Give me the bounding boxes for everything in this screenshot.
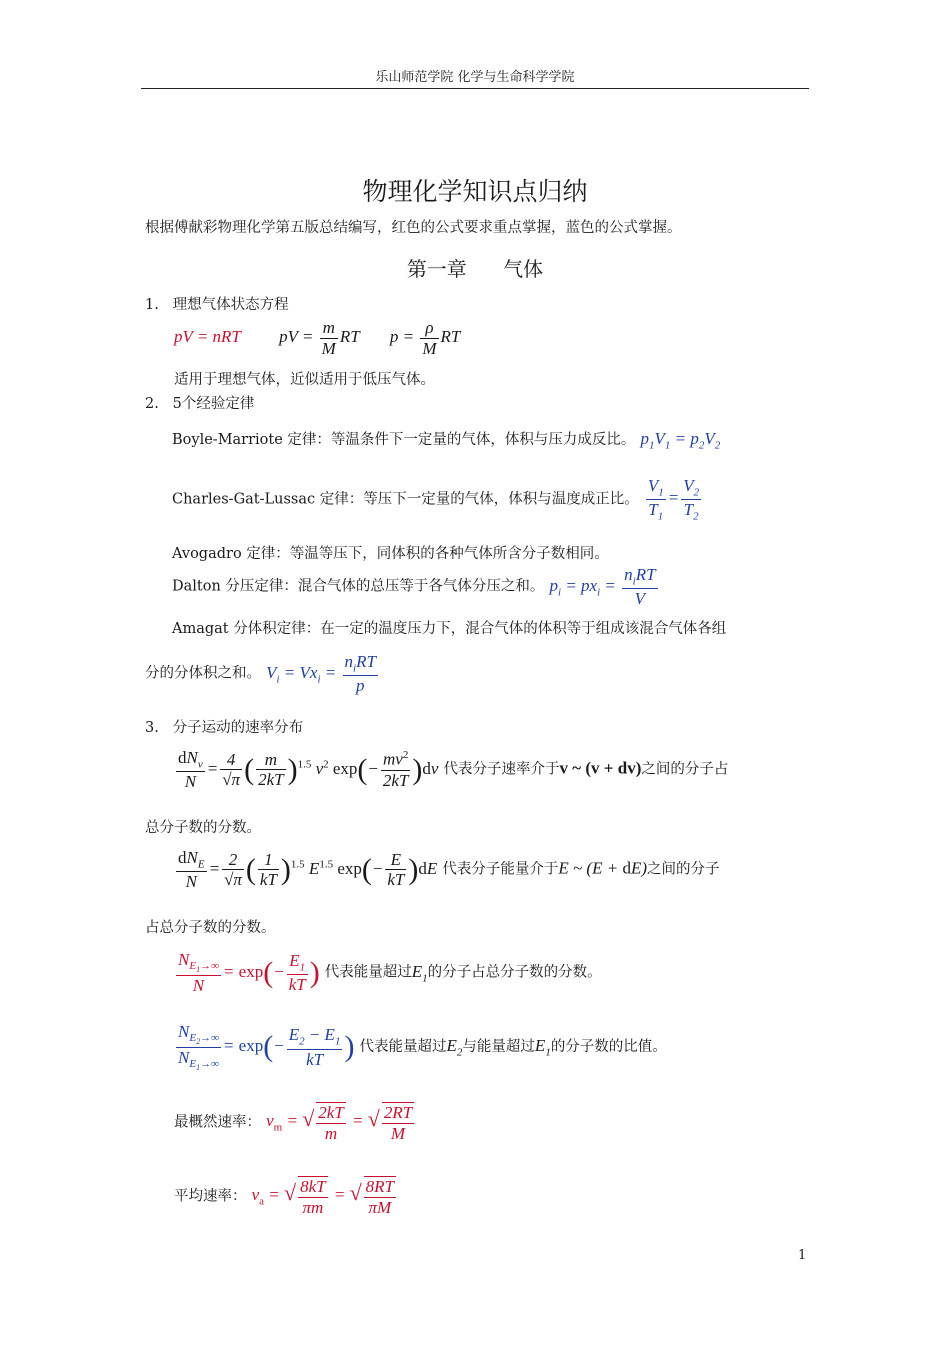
ratio-desc-2: 与能量超过 [462, 1039, 535, 1056]
ratio-desc: 代表能量超过 [359, 1039, 447, 1056]
exceed-ratio: $\frac{N_{E_2\to\infty}}{N_{E_1\to\infty}}$ = exp(− $\frac{E_2 - E_1}{kT}$ ) 代表能量超过$E_2$与能量超过$E_1$的分子数的比值。 [174, 1022, 667, 1073]
exceed-desc: 代表能量超过 [324, 964, 412, 981]
section-number: 2. [145, 396, 159, 412]
law-text: Charles-Gat-Lussac 定律：等压下一定量的气体，体积与温度成正比。 [172, 491, 639, 508]
formula-energy-distribution: $\frac{dN_E}{N}$ = $\frac{2}{√\pi}$ ( $\frac{1}{kT}$ )$^{1.5}$ $E^{1.5}$ exp(− $\frac{E}{kT}$ )dE [178, 848, 438, 892]
formula-exceed: $\frac{N_{E_1\to\infty}}{N}$ = exp(− $\frac{E_1}{kT}$ ) [178, 950, 320, 995]
energy-range: E ~ (E + dE) [558, 858, 647, 878]
exceed-fraction: $\frac{N_{E_1\to\infty}}{N}$ = exp(− $\frac{E_1}{kT}$ ) 代表能量超过$E_1$的分子占总分子数的分数。 [174, 950, 602, 995]
law-dalton [172, 565, 660, 609]
formula-charles: $\frac{V_1}{T_1}$ = $\frac{V_2}{T_2}$ [647, 476, 700, 523]
speed-range: v ~ (v + dv) [559, 758, 642, 778]
formula-vm: $v_m$ = √ $\frac{2kT}{m}$ = √ $\frac{2RT}{M}$ [266, 1103, 413, 1143]
formula-dalton: $p_i = px_i$ = $\frac{n_iRT}{V}$ [549, 565, 656, 609]
section-title: 5个经验定律 [172, 396, 255, 412]
energy-desc-3: 占总分子数的分数。 [145, 920, 276, 936]
formula-pv-nrt: pV = nRT [174, 326, 241, 346]
section-number: 1. [145, 297, 159, 313]
formula-boyle: $p_1V_1 = p_2V_2$ [640, 429, 721, 452]
energy-desc: 代表分子能量介于 [442, 861, 559, 878]
section-1-heading [145, 293, 289, 314]
law-text: Dalton 分压定律：混合气体的总压等于各气体分压之和。 [172, 578, 545, 595]
speed-distribution [174, 748, 728, 792]
ratio-desc-3: 的分子数的比值。 [550, 1039, 667, 1056]
law-boyle [172, 428, 720, 451]
law-text: Boyle-Marriote 定律：等温条件下一定量的气体，体积与压力成反比。 [172, 432, 636, 448]
section-2-heading [145, 392, 254, 413]
mean-speed [174, 1176, 398, 1217]
exceed-desc-2: 的分子占总分子数的分数。 [427, 964, 602, 981]
law-avogadro: Avogadro 定律：等温等压下，同体积的各种气体所含分子数相同。 [172, 546, 609, 562]
section-title: 理想气体状态方程 [172, 297, 289, 313]
speed-desc-2: 之间的分子占 [641, 761, 729, 778]
page-header: 乐山师范学院 化学与生命科学学院 [375, 70, 575, 85]
energy-desc-2: 之间的分子 [646, 861, 720, 878]
formula-p-rho: p = $\frac{\rho}{M}$ RT [389, 318, 461, 358]
header-rule [141, 88, 809, 89]
speed-label: 最概然速率： [174, 1114, 261, 1131]
law-amagat-line1: Amagat 分体积定律：在一定的温度压力下，混合气体的体积等于组成该混合气体各组 [172, 621, 727, 637]
formula-pv-mrt: pV = $\frac{m}{M}$ RT [279, 318, 360, 358]
section-number: 3. [145, 720, 159, 736]
formula-ratio: $\frac{N_{E_2\to\infty}}{N_{E_1\to\infty}}$ = exp(− $\frac{E_2 - E_1}{kT}$ ) [178, 1022, 355, 1073]
speed-desc: 代表分子速率介于 [443, 761, 560, 778]
speed-label: 平均速率： [174, 1188, 247, 1205]
section-3-heading [145, 716, 303, 737]
formula-amagat: $V_i = Vx_i$ = $\frac{n_iRT}{p}$ [266, 652, 376, 696]
most-probable-speed [174, 1102, 416, 1143]
law-text: 分的分体积之和。 [145, 665, 261, 682]
ideal-gas-formulas [174, 318, 460, 358]
law-amagat-line2 [145, 652, 380, 696]
formula-va: $v_a$ = √ $\frac{8kT}{\pi m}$ = √ $\frac{8RT}{\pi M}$ [251, 1177, 394, 1217]
page-title: 物理化学知识点归纳 [362, 177, 588, 206]
section-title: 分子运动的速率分布 [172, 720, 304, 736]
intro-text: 根据傅献彩物理化学第五版总结编写，红色的公式要求重点掌握，蓝色的公式掌握。 [145, 220, 682, 236]
law-charles [172, 476, 703, 523]
page-number: 1 [798, 1248, 807, 1263]
formula-speed-distribution: $\frac{dN_v}{N}$ = $\frac{4}{√\pi}$ ( $\frac{m}{2kT}$ )$^{1.5}$ $v^2$ exp(− $\frac{mv^2}{2kT}$ )dv [178, 748, 439, 792]
ideal-gas-note: 适用于理想气体，近似适用于低压气体。 [174, 372, 435, 388]
speed-desc-3: 总分子数的分数。 [145, 820, 261, 836]
chapter-title: 第一章 气体 [406, 257, 544, 281]
energy-distribution [174, 848, 719, 892]
